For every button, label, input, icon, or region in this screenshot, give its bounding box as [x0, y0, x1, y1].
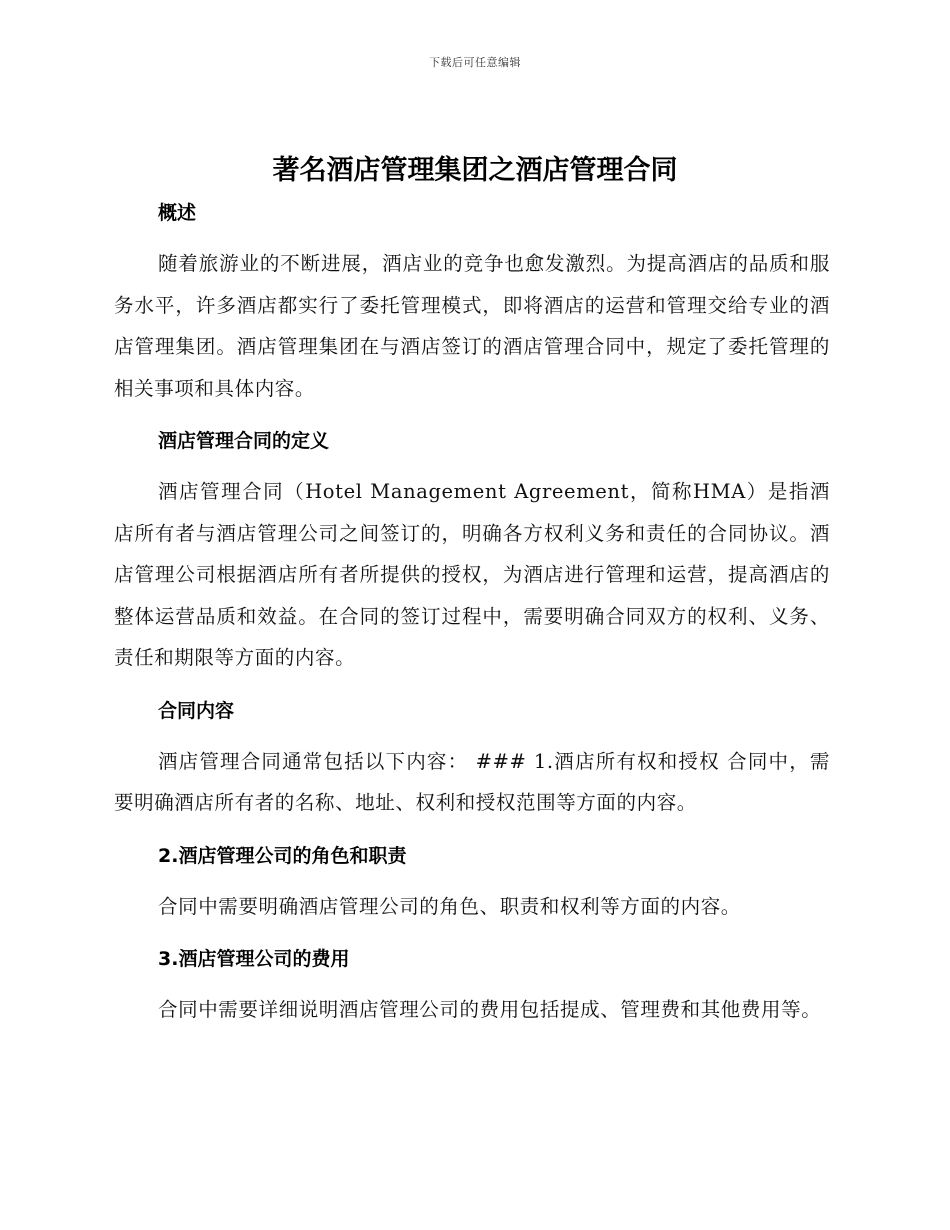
section-heading-fees: 3.酒店管理公司的费用	[158, 948, 350, 970]
section-heading-contents: 合同内容	[158, 699, 235, 722]
document-title: 著名酒店管理集团之酒店管理合同	[272, 155, 678, 186]
header-note: 下载后可任意编辑	[429, 56, 521, 69]
paragraph-definition: 酒店管理合同（Hotel Management Agreement，简称HMA）是指酒店所有者与酒店管理公司之间签订的，明确各方权利义务和责任的合同协议。酒店管理公司根据酒店所有者所提供的授权，为酒店进行管理和运营，提高酒店的整体运营品质和效益。在合同的签订过程中，需要明确合同双方的权利、义务、责任和期限等方面的内容。	[114, 480, 830, 669]
paragraph-roles: 合同中需要明确酒店管理公司的角色、职责和权利等方面的内容。	[158, 894, 741, 918]
paragraph-fees: 合同中需要详细说明酒店管理公司的费用包括提成、管理费和其他费用等。	[158, 998, 822, 1021]
section-heading-roles: 2.酒店管理公司的角色和职责	[158, 844, 407, 867]
paragraph-overview: 随着旅游业的不断进展，酒店业的竞争也愈发激烈。为提高酒店的品质和服务水平，许多酒店都实行了委托管理模式，即将酒店的运营和管理交给专业的酒店管理集团。酒店管理集团在与酒店签订的酒店管理合同中，规定了委托管理的相关事项和具体内容。	[114, 252, 830, 400]
section-heading-overview: 概述	[158, 202, 197, 224]
section-heading-definition: 酒店管理合同的定义	[158, 430, 330, 452]
paragraph-contents: 酒店管理合同通常包括以下内容： ### 1.酒店所有权和授权 合同中，需要明确酒店所有者的名称、地址、权利和授权范围等方面的内容。	[114, 749, 830, 814]
document-body	[114, 193, 830, 1031]
